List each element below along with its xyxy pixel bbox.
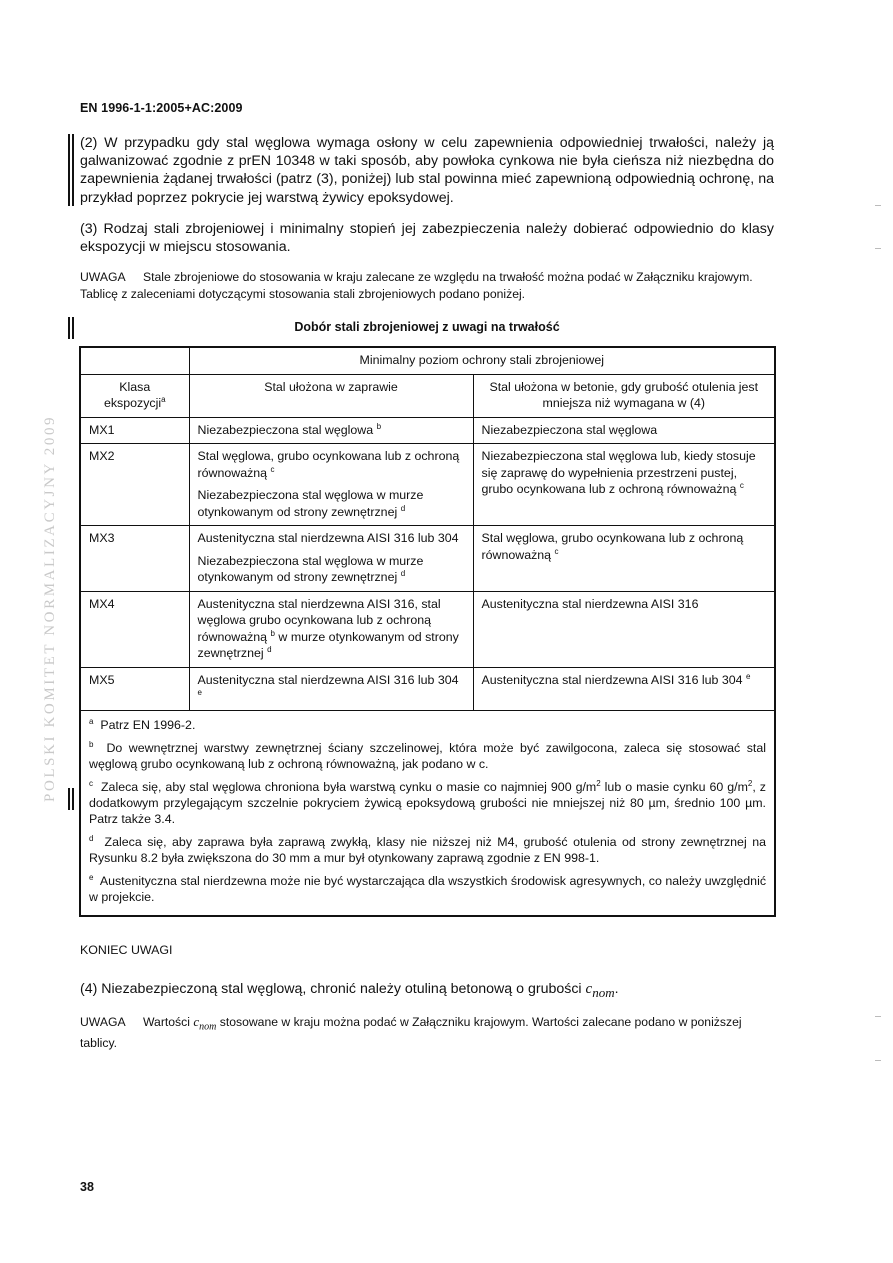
- margin-tick: [875, 1016, 881, 1017]
- paragraph-2: (2) W przypadku gdy stal węglowa wymaga osłony w celu zapewnienia odpowiedniej trwałości, należy ją galwanizować zgodnie z prEN 10348 w taki sposób, aby powłoka cynkowa nie była cieńsza niż niezbędna do zapewnienia żądanej trwałości (patrz (3), poniżej) lub stal powinna mieć zapewnioną odpowiednią ochronę, na przykład poprzez pokrycie jej warstwą żywicy epoksydowej.: [80, 135, 774, 206]
- note-label: UWAGA: [80, 1015, 126, 1029]
- change-bar: [68, 788, 70, 810]
- class-cell: MX1: [80, 417, 189, 444]
- table-footnotes: [80, 710, 775, 916]
- change-bar: [72, 134, 74, 206]
- mortar-cell: Stal węglowa, grubo ocynkowana lub z ochroną równoważną $^c$ Niezabezpieczona stal węglowa w murze otynkowanym od strony zewnętrznej $^d$: [189, 444, 473, 526]
- table-row: [80, 667, 775, 710]
- class-cell: MX2: [80, 444, 189, 526]
- document-header: EN 1996-1-1:2005+AC:2009: [80, 101, 243, 115]
- table-row: [80, 417, 775, 444]
- margin-tick: [875, 248, 881, 249]
- concrete-cell: Niezabezpieczona stal węglowa lub, kiedy stosuje się zaprawę do wypełnienia przestrzeni pustej, grubo ocynkowana lub z ochroną równoważną $^c$: [473, 444, 775, 526]
- table-blank-corner: [80, 347, 189, 374]
- note-2: UWAGA Wartości $c_{nom}$ stosowane w kraju można podać w Załączniku krajowym. Wartości zalecane podano w poniższej tablicy.: [80, 1014, 742, 1051]
- end-of-note: KONIEC UWAGI: [80, 943, 173, 957]
- concrete-cell: Niezabezpieczona stal węglowa: [473, 417, 775, 444]
- paragraph-4: (4) Niezabezpieczoną stal węglową, chronić należy otuliną betonową o grubości $c_{nom}$.: [80, 981, 619, 1000]
- margin-tick: [875, 205, 881, 206]
- footnote-b: $^b$ Do wewnętrznej warstwy zewnętrznej ściany szczelinowej, która może być zawilgocona, zaleca się stosować stal węglową grubo ocynkowaną lub z ochroną równoważną, jak podano w c.: [89, 739, 767, 771]
- mortar-cell: Austenityczna stal nierdzewna AISI 316 lub 304 $^e$: [189, 667, 473, 710]
- mortar-cell: Austenityczna stal nierdzewna AISI 316, stal węglowa grubo ocynkowana lub z ochroną równoważną $^b$ w murze otynkowanym od strony zewnętrznej $^d$: [189, 591, 473, 667]
- footnote-a: $^a$ Patrz EN 1996-2.: [89, 716, 196, 732]
- class-cell: MX5: [80, 667, 189, 710]
- change-bar: [68, 317, 70, 339]
- concrete-cell: Austenityczna stal nierdzewna AISI 316: [473, 591, 775, 667]
- table-header-class: Klasa ekspozycji$^a$: [80, 374, 189, 417]
- margin-tick: [875, 1060, 881, 1061]
- page-number: 38: [80, 1180, 94, 1194]
- table-title: Dobór stali zbrojeniowej z uwagi na trwałość: [294, 320, 560, 334]
- table-row: [80, 526, 775, 592]
- note-label: UWAGA: [80, 270, 126, 284]
- footnote-e: $^e$ Austenityczna stal nierdzewna może nie być wystarczająca dla wszystkich środowisk agresywnych, co należy uwzględnić w projekcie.: [89, 872, 767, 904]
- footnote-d: $^d$ Zaleca się, aby zaprawa była zaprawą zwykłą, klasy nie niższej niż M4, grubość otulenia od strony zewnętrznej na Rysunku 8.2 była zwiększona do 30 mm a mur był otynkowany zaprawą zgodnie z EN 998-1.: [89, 833, 767, 865]
- table-group-header: Minimalny poziom ochrony stali zbrojeniowej: [189, 347, 775, 374]
- note-1: [80, 269, 774, 303]
- change-bar: [72, 788, 74, 810]
- mortar-cell: Niezabezpieczona stal węglowa $^b$: [189, 417, 473, 444]
- concrete-cell: Stal węglowa, grubo ocynkowana lub z ochroną równoważną $^c$: [473, 526, 775, 592]
- table-header-mortar: Stal ułożona w zaprawie: [189, 374, 473, 417]
- table-row: [80, 444, 775, 526]
- concrete-cell: Austenityczna stal nierdzewna AISI 316 lub 304 $^e$: [473, 667, 775, 710]
- class-cell: MX3: [80, 526, 189, 592]
- change-bar: [72, 317, 74, 339]
- note-1-text: Stale zbrojeniowe do stosowania w kraju zalecane ze względu na trwałość można podać w Załączniku krajowym. Tablicę z zaleceniami dotyczącymi stosowania stali zbrojeniowych podano poniżej.: [80, 270, 753, 301]
- paragraph-3: (3) Rodzaj stali zbrojeniowej i minimalny stopień jej zabezpieczenia należy dobierać odpowiednio do klasy ekspozycji w miejscu stosowania.: [80, 221, 774, 256]
- watermark-text: POLSKI KOMITET NORMALIZACYJNY 2009: [42, 414, 58, 802]
- table-header-concrete: Stal ułożona w betonie, gdy grubość otulenia jest mniejsza niż wymagana w (4): [473, 374, 775, 417]
- class-cell: MX4: [80, 591, 189, 667]
- change-bar: [68, 134, 70, 206]
- footnote-c: $^c$ Zaleca się, aby stal węglowa chroniona była warstwą cynku o masie co najmniej 900 $g/m^2$ lub o masie cynku 60 $g/m^2$, z dodatkowym przylegającym szczelnie pokryciem żywicą epoksydową grubości nie mniejszej niż 80 µm, średnio 100 µm. Patrz także 3.4.: [89, 778, 767, 826]
- mortar-cell: Austenityczna stal nierdzewna AISI 316 lub 304 Niezabezpieczona stal węglowa w murze otynkowanym od strony zewnętrznej $^d$: [189, 526, 473, 592]
- table-row: [80, 591, 775, 667]
- durability-table: [79, 346, 774, 917]
